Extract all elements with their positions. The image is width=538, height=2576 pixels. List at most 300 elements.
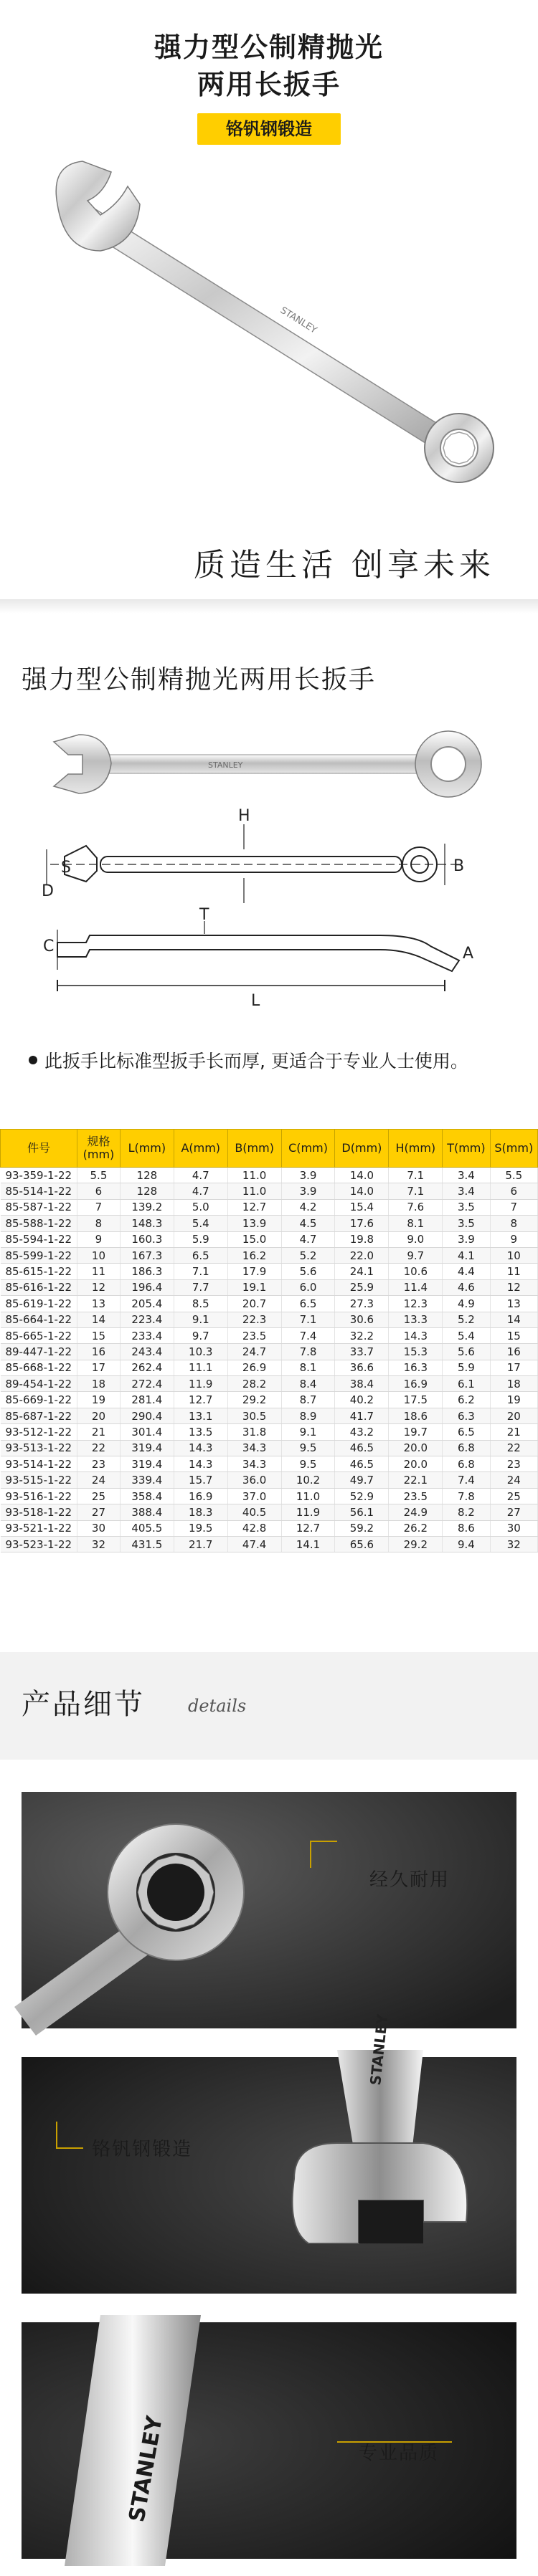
table-cell: 37.0 <box>227 1488 281 1504</box>
dim-label-h: H <box>238 807 250 825</box>
table-cell: 11.1 <box>174 1360 227 1375</box>
hero-title-line1: 强力型公制精抛光 <box>154 32 384 63</box>
table-cell: 196.4 <box>120 1279 174 1295</box>
table-header-cell: C(mm) <box>281 1130 335 1168</box>
table-cell: 30.5 <box>227 1408 281 1423</box>
table-cell: 3.4 <box>443 1168 490 1183</box>
table-cell: 49.7 <box>335 1472 389 1488</box>
table-cell: 20.0 <box>389 1440 443 1456</box>
table-cell: 4.7 <box>174 1183 227 1199</box>
table-cell: 20 <box>490 1408 537 1423</box>
table-cell: 15.7 <box>174 1472 227 1488</box>
table-row <box>1 1312 538 1327</box>
detail-label-pro-quality: 专业品质 <box>359 2443 440 2464</box>
table-cell: 6.5 <box>443 1424 490 1440</box>
table-cell: 11.0 <box>227 1183 281 1199</box>
table-cell: 19.8 <box>335 1231 389 1247</box>
table-cell: 272.4 <box>120 1376 174 1392</box>
table-cell: 3.4 <box>443 1183 490 1199</box>
table-header-cell: B(mm) <box>227 1130 281 1168</box>
table-cell: 6.0 <box>281 1279 335 1295</box>
table-cell: 22.3 <box>227 1312 281 1327</box>
table-cell: 13 <box>490 1296 537 1312</box>
table-cell: 5.5 <box>77 1168 121 1183</box>
table-cell: 38.4 <box>335 1376 389 1392</box>
table-cell: 14.0 <box>335 1168 389 1183</box>
table-cell: 186.3 <box>120 1264 174 1279</box>
table-row <box>1 1360 538 1375</box>
table-row <box>1 1344 538 1360</box>
table-row <box>1 1472 538 1488</box>
detail2-engraving: STANLEY <box>367 2013 392 2086</box>
section-divider <box>0 599 538 614</box>
table-cell: 14.3 <box>174 1456 227 1472</box>
table-cell: 8.6 <box>443 1520 490 1536</box>
table-cell: 13.9 <box>227 1216 281 1231</box>
table-cell: 13 <box>77 1296 121 1312</box>
detail-image-ring <box>22 1792 516 2028</box>
table-row <box>1 1536 538 1552</box>
table-header-cell: L(mm) <box>120 1130 174 1168</box>
table-cell: 52.9 <box>335 1488 389 1504</box>
table-cell: 23.5 <box>389 1488 443 1504</box>
wrench-engraving: STANLEY <box>208 760 243 770</box>
table-cell: 3.9 <box>281 1183 335 1199</box>
table-cell: 93-523-1-22 <box>1 1536 77 1552</box>
table-cell: 3.9 <box>281 1168 335 1183</box>
table-cell: 27 <box>490 1504 537 1520</box>
table-cell: 8 <box>77 1216 121 1231</box>
table-cell: 358.4 <box>120 1488 174 1504</box>
table-cell: 16 <box>77 1344 121 1360</box>
details-title: 产品细节 <box>22 1688 145 1721</box>
table-cell: 5.6 <box>443 1344 490 1360</box>
table-cell: 85-616-1-22 <box>1 1279 77 1295</box>
table-cell: 319.4 <box>120 1456 174 1472</box>
table-cell: 19.1 <box>227 1279 281 1295</box>
table-cell: 24.9 <box>389 1504 443 1520</box>
table-cell: 15.0 <box>227 1231 281 1247</box>
table-cell: 3.5 <box>443 1199 490 1215</box>
table-cell: 24.1 <box>335 1264 389 1279</box>
table-cell: 33.7 <box>335 1344 389 1360</box>
table-cell: 46.5 <box>335 1440 389 1456</box>
table-cell: 41.7 <box>335 1408 389 1423</box>
table-cell: 14.0 <box>335 1183 389 1199</box>
table-cell: 5.9 <box>443 1360 490 1375</box>
table-cell: 32 <box>490 1536 537 1552</box>
table-cell: 22 <box>77 1440 121 1456</box>
spec-table <box>0 1129 538 1552</box>
detail3-engraving: STANLEY <box>124 2414 168 2524</box>
table-cell: 12.7 <box>281 1520 335 1536</box>
table-cell: 85-615-1-22 <box>1 1264 77 1279</box>
table-cell: 4.6 <box>443 1279 490 1295</box>
dim-label-s: S <box>61 859 71 877</box>
dim-label-c: C <box>43 938 55 955</box>
table-cell: 26.2 <box>389 1520 443 1536</box>
table-cell: 10 <box>490 1247 537 1263</box>
table-cell: 16 <box>490 1344 537 1360</box>
table-cell: 23 <box>77 1456 121 1472</box>
table-cell: 85-665-1-22 <box>1 1327 77 1343</box>
table-cell: 160.3 <box>120 1231 174 1247</box>
table-cell: 93-521-1-22 <box>1 1520 77 1536</box>
table-cell: 15 <box>77 1327 121 1343</box>
table-row <box>1 1424 538 1440</box>
table-cell: 8.9 <box>281 1408 335 1423</box>
table-cell: 10.2 <box>281 1472 335 1488</box>
table-row <box>1 1376 538 1392</box>
table-row <box>1 1296 538 1312</box>
table-cell: 13.3 <box>389 1312 443 1327</box>
table-cell: 16.2 <box>227 1247 281 1263</box>
table-cell: 36.0 <box>227 1472 281 1488</box>
table-cell: 9.7 <box>389 1247 443 1263</box>
table-cell: 85-587-1-22 <box>1 1199 77 1215</box>
table-cell: 36.6 <box>335 1360 389 1375</box>
table-cell: 12.3 <box>389 1296 443 1312</box>
table-cell: 12.7 <box>174 1392 227 1408</box>
table-header-cell: A(mm) <box>174 1130 227 1168</box>
table-cell: 17.5 <box>389 1392 443 1408</box>
table-cell: 29.2 <box>227 1392 281 1408</box>
table-cell: 56.1 <box>335 1504 389 1520</box>
table-cell: 8.2 <box>443 1504 490 1520</box>
detail-image-open-end <box>22 2013 516 2294</box>
table-cell: 388.4 <box>120 1504 174 1520</box>
table-row <box>1 1199 538 1215</box>
table-cell: 12 <box>490 1279 537 1295</box>
hero-title <box>0 29 538 103</box>
table-cell: 11.9 <box>174 1376 227 1392</box>
table-cell: 7.1 <box>389 1168 443 1183</box>
table-cell: 7.7 <box>174 1279 227 1295</box>
table-cell: 85-594-1-22 <box>1 1231 77 1247</box>
table-cell: 9.4 <box>443 1536 490 1552</box>
table-cell: 7.1 <box>389 1183 443 1199</box>
table-cell: 25 <box>490 1488 537 1504</box>
table-cell: 22.1 <box>389 1472 443 1488</box>
table-cell: 65.6 <box>335 1536 389 1552</box>
table-cell: 14 <box>490 1312 537 1327</box>
description-text: 此扳手比标准型扳手长而厚, 更适合于专业人士使用。 <box>44 1051 468 1072</box>
table-cell: 431.5 <box>120 1536 174 1552</box>
table-cell: 93-515-1-22 <box>1 1472 77 1488</box>
table-cell: 205.4 <box>120 1296 174 1312</box>
table-cell: 4.5 <box>281 1216 335 1231</box>
table-cell: 233.4 <box>120 1327 174 1343</box>
table-header-row <box>1 1130 538 1168</box>
table-cell: 6 <box>77 1183 121 1199</box>
table-row <box>1 1408 538 1423</box>
material-badge: 铬钒钢锻造 <box>197 113 341 145</box>
table-cell: 46.5 <box>335 1456 389 1472</box>
table-cell: 128 <box>120 1183 174 1199</box>
table-cell: 16.3 <box>389 1360 443 1375</box>
table-row <box>1 1520 538 1536</box>
table-cell: 7 <box>490 1199 537 1215</box>
table-cell: 9 <box>490 1231 537 1247</box>
table-cell: 4.7 <box>281 1231 335 1247</box>
table-cell: 93-516-1-22 <box>1 1488 77 1504</box>
table-cell: 15.3 <box>389 1344 443 1360</box>
table-cell: 17.9 <box>227 1264 281 1279</box>
table-cell: 30 <box>490 1520 537 1536</box>
table-row <box>1 1264 538 1279</box>
table-cell: 25.9 <box>335 1279 389 1295</box>
table-cell: 7.4 <box>281 1327 335 1343</box>
table-cell: 8.1 <box>281 1360 335 1375</box>
table-cell: 10 <box>77 1247 121 1263</box>
table-cell: 17.6 <box>335 1216 389 1231</box>
table-cell: 5.5 <box>490 1168 537 1183</box>
table-cell: 9.5 <box>281 1456 335 1472</box>
table-cell: 223.4 <box>120 1312 174 1327</box>
table-row <box>1 1488 538 1504</box>
table-cell: 5.2 <box>281 1247 335 1263</box>
table-cell: 21 <box>77 1424 121 1440</box>
table-cell: 11 <box>490 1264 537 1279</box>
table-cell: 23.5 <box>227 1327 281 1343</box>
table-cell: 9.0 <box>389 1231 443 1247</box>
table-cell: 18.6 <box>389 1408 443 1423</box>
table-cell: 21.7 <box>174 1536 227 1552</box>
table-cell: 30 <box>77 1520 121 1536</box>
table-cell: 59.2 <box>335 1520 389 1536</box>
table-cell: 32.2 <box>335 1327 389 1343</box>
table-cell: 11 <box>77 1264 121 1279</box>
table-cell: 6 <box>490 1183 537 1199</box>
table-cell: 16.9 <box>174 1488 227 1504</box>
table-cell: 19 <box>490 1392 537 1408</box>
table-cell: 6.1 <box>443 1376 490 1392</box>
table-cell: 290.4 <box>120 1408 174 1423</box>
table-cell: 93-513-1-22 <box>1 1440 77 1456</box>
table-cell: 29.2 <box>389 1536 443 1552</box>
table-cell: 9.1 <box>174 1312 227 1327</box>
table-row <box>1 1168 538 1183</box>
table-cell: 93-518-1-22 <box>1 1504 77 1520</box>
table-cell: 6.3 <box>443 1408 490 1423</box>
table-row <box>1 1440 538 1456</box>
table-cell: 85-687-1-22 <box>1 1408 77 1423</box>
spec-title: 强力型公制精抛光两用长扳手 <box>22 665 377 695</box>
table-cell: 21 <box>490 1424 537 1440</box>
table-cell: 24 <box>490 1472 537 1488</box>
table-cell: 20.0 <box>389 1456 443 1472</box>
table-cell: 5.2 <box>443 1312 490 1327</box>
table-cell: 319.4 <box>120 1440 174 1456</box>
table-cell: 19 <box>77 1392 121 1408</box>
table-cell: 8.7 <box>281 1392 335 1408</box>
table-cell: 12.7 <box>227 1199 281 1215</box>
wrench-top-photo <box>50 728 488 806</box>
table-row <box>1 1327 538 1343</box>
table-cell: 7.1 <box>281 1312 335 1327</box>
table-cell: 25 <box>77 1488 121 1504</box>
table-cell: 24.7 <box>227 1344 281 1360</box>
table-cell: 14.3 <box>174 1440 227 1456</box>
table-cell: 5.4 <box>443 1327 490 1343</box>
table-cell: 167.3 <box>120 1247 174 1263</box>
table-cell: 10.3 <box>174 1344 227 1360</box>
table-cell: 4.2 <box>281 1199 335 1215</box>
detail-label-crv-forged: 铬钒钢锻造 <box>92 2139 193 2160</box>
table-cell: 6.8 <box>443 1440 490 1456</box>
table-cell: 27.3 <box>335 1296 389 1312</box>
table-cell: 10.6 <box>389 1264 443 1279</box>
table-cell: 11.4 <box>389 1279 443 1295</box>
table-cell: 148.3 <box>120 1216 174 1231</box>
hero-wrench-image <box>43 165 502 509</box>
table-cell: 22 <box>490 1440 537 1456</box>
table-cell: 301.4 <box>120 1424 174 1440</box>
table-cell: 7.8 <box>281 1344 335 1360</box>
table-cell: 17 <box>490 1360 537 1375</box>
table-cell: 7.1 <box>174 1264 227 1279</box>
table-cell: 11.0 <box>281 1488 335 1504</box>
table-cell: 47.4 <box>227 1536 281 1552</box>
table-cell: 6.5 <box>174 1247 227 1263</box>
table-cell: 139.2 <box>120 1199 174 1215</box>
table-cell: 85-588-1-22 <box>1 1216 77 1231</box>
table-cell: 93-512-1-22 <box>1 1424 77 1440</box>
table-header-cell: 件号 <box>1 1130 77 1168</box>
table-cell: 20 <box>77 1408 121 1423</box>
table-cell: 3.5 <box>443 1216 490 1231</box>
table-cell: 93-359-1-22 <box>1 1168 77 1183</box>
detail-label-durable: 经久耐用 <box>369 1869 450 1891</box>
table-cell: 9.5 <box>281 1440 335 1456</box>
table-cell: 34.3 <box>227 1440 281 1456</box>
table-cell: 93-514-1-22 <box>1 1456 77 1472</box>
table-cell: 6.8 <box>443 1456 490 1472</box>
table-cell: 24 <box>77 1472 121 1488</box>
table-row <box>1 1456 538 1472</box>
table-cell: 5.4 <box>174 1216 227 1231</box>
table-cell: 19.7 <box>389 1424 443 1440</box>
table-cell: 28.2 <box>227 1376 281 1392</box>
table-cell: 9.7 <box>174 1327 227 1343</box>
table-cell: 26.9 <box>227 1360 281 1375</box>
table-cell: 9 <box>77 1231 121 1247</box>
table-cell: 128 <box>120 1168 174 1183</box>
table-row <box>1 1504 538 1520</box>
table-cell: 34.3 <box>227 1456 281 1472</box>
table-cell: 17 <box>77 1360 121 1375</box>
table-cell: 40.2 <box>335 1392 389 1408</box>
table-cell: 4.9 <box>443 1296 490 1312</box>
table-cell: 5.6 <box>281 1264 335 1279</box>
table-header-cell: S(mm) <box>490 1130 537 1168</box>
table-cell: 42.8 <box>227 1520 281 1536</box>
dim-label-d: D <box>42 882 54 900</box>
table-cell: 7.6 <box>389 1199 443 1215</box>
hero-wrench-engraving: STANLEY <box>278 305 319 336</box>
table-cell: 85-669-1-22 <box>1 1392 77 1408</box>
table-header-cell: D(mm) <box>335 1130 389 1168</box>
table-cell: 15 <box>490 1327 537 1343</box>
table-cell: 85-514-1-22 <box>1 1183 77 1199</box>
table-cell: 8.4 <box>281 1376 335 1392</box>
table-row <box>1 1279 538 1295</box>
table-cell: 405.5 <box>120 1520 174 1536</box>
hero-slogan: 质造生活 创享未来 <box>194 547 495 583</box>
table-cell: 85-599-1-22 <box>1 1247 77 1263</box>
table-header-cell: T(mm) <box>443 1130 490 1168</box>
dim-label-t: T <box>199 906 209 924</box>
table-row <box>1 1247 538 1263</box>
dimension-diagram <box>43 806 495 1014</box>
table-cell: 16.9 <box>389 1376 443 1392</box>
table-cell: 14.3 <box>389 1327 443 1343</box>
table-cell: 85-668-1-22 <box>1 1360 77 1375</box>
label-bracket <box>56 2122 83 2149</box>
table-cell: 243.4 <box>120 1344 174 1360</box>
hero-title-line2: 两用长扳手 <box>197 69 341 100</box>
table-cell: 3.9 <box>443 1231 490 1247</box>
table-cell: 4.7 <box>174 1168 227 1183</box>
table-cell: 43.2 <box>335 1424 389 1440</box>
table-cell: 8.5 <box>174 1296 227 1312</box>
hero-section <box>0 0 538 609</box>
table-header-cell: 规格 (mm) <box>77 1130 121 1168</box>
table-cell: 9.1 <box>281 1424 335 1440</box>
table-cell: 15.4 <box>335 1199 389 1215</box>
dim-label-l: L <box>251 992 260 1010</box>
table-cell: 5.0 <box>174 1199 227 1215</box>
dim-label-a: A <box>463 945 474 963</box>
table-cell: 4.4 <box>443 1264 490 1279</box>
details-subtitle: details <box>188 1696 247 1716</box>
table-cell: 22.0 <box>335 1247 389 1263</box>
table-cell: 12 <box>77 1279 121 1295</box>
table-row <box>1 1216 538 1231</box>
table-cell: 11.0 <box>227 1168 281 1183</box>
table-cell: 281.4 <box>120 1392 174 1408</box>
table-body <box>1 1168 538 1552</box>
table-cell: 89-447-1-22 <box>1 1344 77 1360</box>
table-row <box>1 1392 538 1408</box>
bullet-dot <box>29 1056 37 1064</box>
table-cell: 23 <box>490 1456 537 1472</box>
table-cell: 85-664-1-22 <box>1 1312 77 1327</box>
table-cell: 18.3 <box>174 1504 227 1520</box>
table-cell: 6.2 <box>443 1392 490 1408</box>
table-cell: 262.4 <box>120 1360 174 1375</box>
table-header-cell: H(mm) <box>389 1130 443 1168</box>
table-row <box>1 1231 538 1247</box>
table-cell: 8 <box>490 1216 537 1231</box>
table-cell: 27 <box>77 1504 121 1520</box>
table-cell: 85-619-1-22 <box>1 1296 77 1312</box>
table-cell: 5.9 <box>174 1231 227 1247</box>
table-cell: 7.4 <box>443 1472 490 1488</box>
table-cell: 339.4 <box>120 1472 174 1488</box>
table-cell: 7.8 <box>443 1488 490 1504</box>
table-cell: 30.6 <box>335 1312 389 1327</box>
table-cell: 20.7 <box>227 1296 281 1312</box>
table-cell: 31.8 <box>227 1424 281 1440</box>
table-cell: 13.5 <box>174 1424 227 1440</box>
table-row <box>1 1183 538 1199</box>
table-cell: 13.1 <box>174 1408 227 1423</box>
table-cell: 4.1 <box>443 1247 490 1263</box>
table-cell: 11.9 <box>281 1504 335 1520</box>
dim-label-b: B <box>453 857 465 875</box>
table-cell: 40.5 <box>227 1504 281 1520</box>
